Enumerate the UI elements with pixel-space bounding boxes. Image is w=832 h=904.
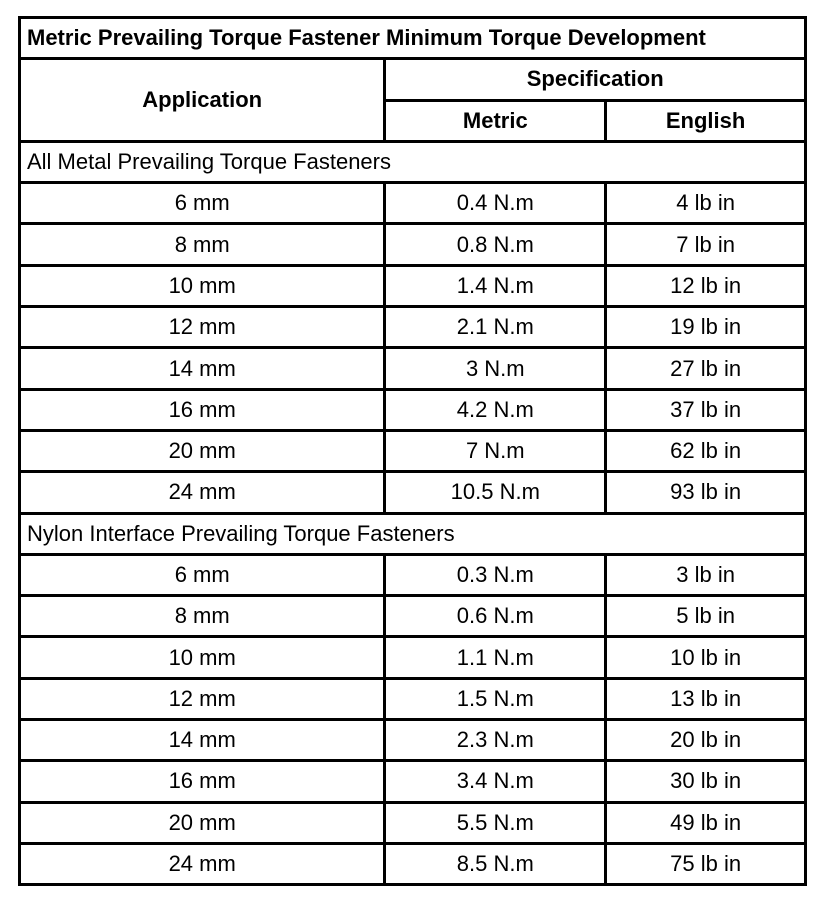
application-cell: 20 mm: [20, 430, 385, 471]
english-cell: 75 lb in: [606, 843, 806, 884]
application-cell: 6 mm: [20, 554, 385, 595]
english-cell: 7 lb in: [606, 224, 806, 265]
table-row: [20, 224, 806, 265]
table-row: [20, 430, 806, 471]
application-cell: 8 mm: [20, 596, 385, 637]
english-cell: 30 lb in: [606, 761, 806, 802]
application-cell: 14 mm: [20, 720, 385, 761]
metric-cell: 1.1 N.m: [385, 637, 606, 678]
table-row: [20, 678, 806, 719]
english-cell: 27 lb in: [606, 348, 806, 389]
metric-cell: 2.3 N.m: [385, 720, 606, 761]
table-row: [20, 348, 806, 389]
application-cell: 12 mm: [20, 307, 385, 348]
metric-cell: 8.5 N.m: [385, 843, 606, 884]
metric-header: Metric: [385, 100, 606, 141]
section-label: All Metal Prevailing Torque Fasteners: [20, 141, 806, 182]
metric-cell: 10.5 N.m: [385, 472, 606, 513]
english-cell: 10 lb in: [606, 637, 806, 678]
table-row: [20, 472, 806, 513]
application-cell: 12 mm: [20, 678, 385, 719]
table-body: [20, 141, 806, 884]
english-cell: 4 lb in: [606, 183, 806, 224]
table-row: [20, 720, 806, 761]
english-cell: 62 lb in: [606, 430, 806, 471]
application-cell: 24 mm: [20, 472, 385, 513]
english-cell: 20 lb in: [606, 720, 806, 761]
application-cell: 10 mm: [20, 265, 385, 306]
metric-cell: 3.4 N.m: [385, 761, 606, 802]
english-cell: 3 lb in: [606, 554, 806, 595]
metric-cell: 4.2 N.m: [385, 389, 606, 430]
table-row: [20, 307, 806, 348]
metric-cell: 7 N.m: [385, 430, 606, 471]
application-cell: 16 mm: [20, 389, 385, 430]
metric-cell: 0.3 N.m: [385, 554, 606, 595]
metric-cell: 3 N.m: [385, 348, 606, 389]
application-header: Application: [20, 59, 385, 142]
metric-cell: 0.8 N.m: [385, 224, 606, 265]
english-header: English: [606, 100, 806, 141]
english-cell: 5 lb in: [606, 596, 806, 637]
english-cell: 19 lb in: [606, 307, 806, 348]
english-cell: 37 lb in: [606, 389, 806, 430]
metric-cell: 5.5 N.m: [385, 802, 606, 843]
metric-cell: 1.5 N.m: [385, 678, 606, 719]
application-cell: 6 mm: [20, 183, 385, 224]
section-label: Nylon Interface Prevailing Torque Fasteners: [20, 513, 806, 554]
table-row: [20, 843, 806, 884]
table-row: [20, 554, 806, 595]
table-title: Metric Prevailing Torque Fastener Minimum Torque Development: [20, 18, 806, 59]
table-row: [20, 389, 806, 430]
application-cell: 16 mm: [20, 761, 385, 802]
torque-spec-table: [18, 16, 807, 886]
metric-cell: 0.6 N.m: [385, 596, 606, 637]
english-cell: 49 lb in: [606, 802, 806, 843]
metric-cell: 0.4 N.m: [385, 183, 606, 224]
table-row: [20, 802, 806, 843]
table-row: [20, 183, 806, 224]
english-cell: 93 lb in: [606, 472, 806, 513]
section-row: [20, 141, 806, 182]
application-cell: 24 mm: [20, 843, 385, 884]
application-cell: 8 mm: [20, 224, 385, 265]
table-row: [20, 596, 806, 637]
section-row: [20, 513, 806, 554]
application-cell: 10 mm: [20, 637, 385, 678]
english-cell: 12 lb in: [606, 265, 806, 306]
english-cell: 13 lb in: [606, 678, 806, 719]
table-row: [20, 265, 806, 306]
metric-cell: 2.1 N.m: [385, 307, 606, 348]
table-row: [20, 761, 806, 802]
application-cell: 14 mm: [20, 348, 385, 389]
application-cell: 20 mm: [20, 802, 385, 843]
specification-header: Specification: [385, 59, 806, 100]
table-row: [20, 637, 806, 678]
metric-cell: 1.4 N.m: [385, 265, 606, 306]
